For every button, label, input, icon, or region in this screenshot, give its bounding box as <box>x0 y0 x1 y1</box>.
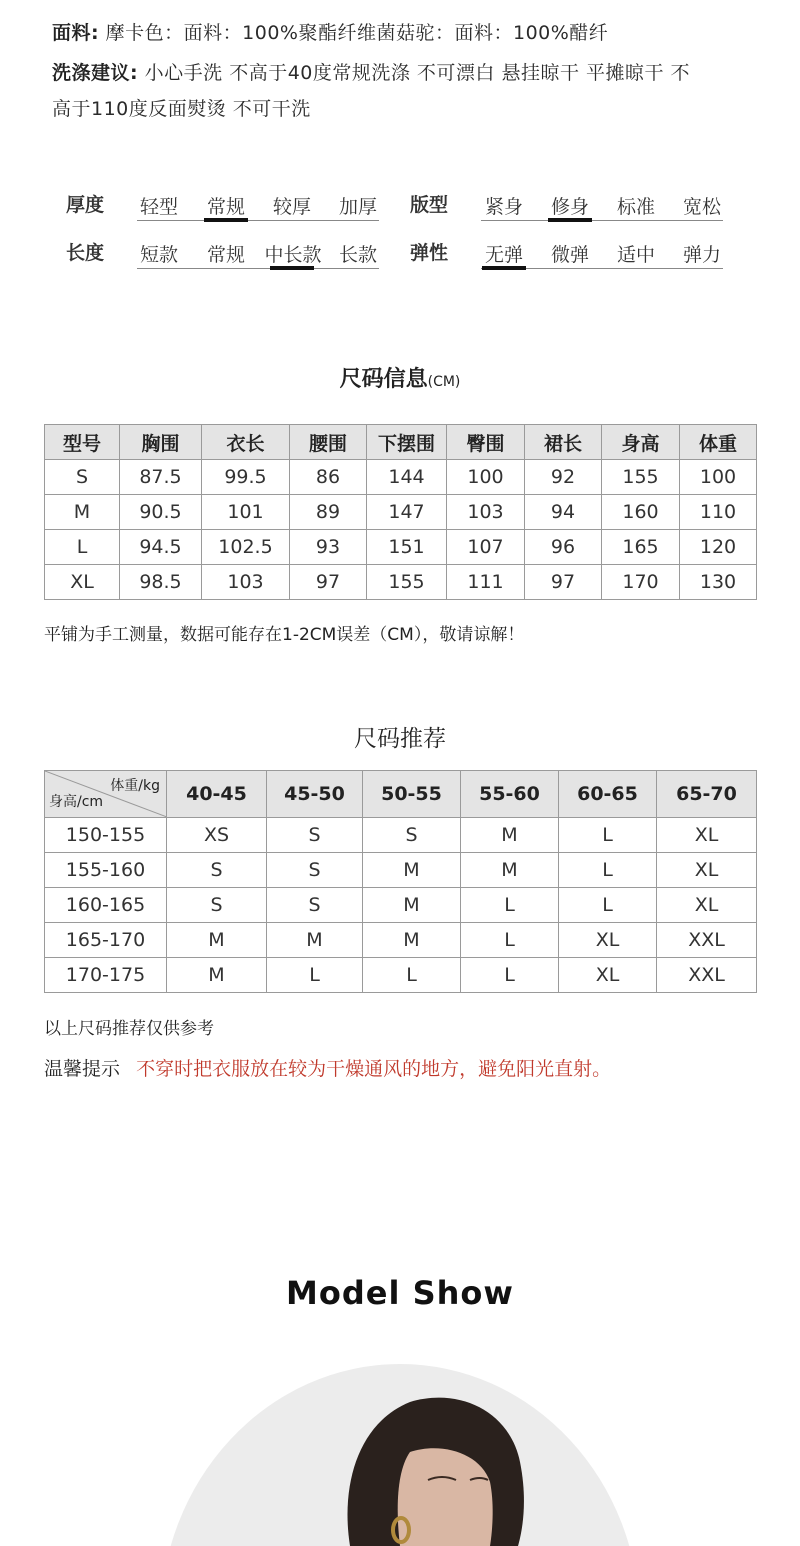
table-cell: XL <box>559 958 657 993</box>
table-cell: 160 <box>602 495 680 530</box>
table-cell: 111 <box>447 565 525 600</box>
table-row <box>45 460 757 495</box>
attr-option: 标准 <box>616 196 655 218</box>
selected-marker <box>270 266 314 270</box>
selected-marker <box>482 266 526 270</box>
attr-option: 短款 <box>139 244 178 266</box>
selected-marker <box>204 218 248 222</box>
column-header: 55-60 <box>461 771 559 818</box>
attr-option: 无弹 <box>484 244 523 266</box>
fabric-text: 摩卡色：面料：100%聚酯纤维菌菇驼：面料：100%醋纤 <box>105 22 609 44</box>
table-cell: 99.5 <box>202 460 290 495</box>
table-cell: S <box>45 460 120 495</box>
table-cell: S <box>167 853 267 888</box>
table-cell: S <box>267 888 363 923</box>
column-header: 腰围 <box>290 425 367 460</box>
table-cell: L <box>559 888 657 923</box>
table-cell: 103 <box>202 565 290 600</box>
attr-option: 紧身 <box>484 196 523 218</box>
column-header: 身高 <box>602 425 680 460</box>
table-header-row <box>45 771 757 818</box>
size-info-note: 平铺为手工测量，数据可能存在1-2CM误差（CM），敬请谅解！ <box>44 625 525 645</box>
column-header: 胸围 <box>120 425 202 460</box>
table-cell: 103 <box>447 495 525 530</box>
table-cell: S <box>267 818 363 853</box>
table-cell: L <box>559 853 657 888</box>
table-cell: M <box>45 495 120 530</box>
table-cell: 147 <box>367 495 447 530</box>
table-cell: L <box>461 888 559 923</box>
table-cell: 98.5 <box>120 565 202 600</box>
weight-axis-label: 体重/kg <box>110 778 160 794</box>
column-header: 型号 <box>45 425 120 460</box>
table-cell: L <box>267 958 363 993</box>
table-cell: 86 <box>290 460 367 495</box>
column-header: 40-45 <box>167 771 267 818</box>
table-cell: 144 <box>367 460 447 495</box>
attr-label-elasticity: 弹性 <box>410 242 449 264</box>
table-cell: M <box>461 818 559 853</box>
care-tip <box>44 1054 611 1081</box>
attr-option: 适中 <box>616 244 655 266</box>
table-cell: 100 <box>447 460 525 495</box>
fabric-info <box>52 18 608 45</box>
table-cell: 97 <box>525 565 602 600</box>
column-header: 下摆围 <box>367 425 447 460</box>
size-info-table <box>44 424 757 600</box>
column-header: 65-70 <box>657 771 757 818</box>
table-cell: 165 <box>602 530 680 565</box>
table-cell: XL <box>657 818 757 853</box>
table-cell: M <box>461 853 559 888</box>
attr-option: 长款 <box>338 244 377 266</box>
model-photo-illustration <box>160 1362 640 1546</box>
corner-header <box>45 771 167 818</box>
table-cell: XL <box>559 923 657 958</box>
row-header: 170-175 <box>45 958 167 993</box>
table-cell: M <box>363 923 461 958</box>
attr-option: 修身 <box>550 196 589 218</box>
table-cell: 102.5 <box>202 530 290 565</box>
attr-label-fit: 版型 <box>410 194 449 216</box>
table-cell: 130 <box>680 565 757 600</box>
table-cell: S <box>167 888 267 923</box>
table-cell: 96 <box>525 530 602 565</box>
table-cell: L <box>45 530 120 565</box>
attr-option: 较厚 <box>272 196 311 218</box>
table-cell: 120 <box>680 530 757 565</box>
table-cell: 94.5 <box>120 530 202 565</box>
column-header: 60-65 <box>559 771 657 818</box>
table-cell: 155 <box>602 460 680 495</box>
attr-underline <box>481 220 723 221</box>
table-cell: 94 <box>525 495 602 530</box>
table-cell: M <box>167 958 267 993</box>
column-header: 体重 <box>680 425 757 460</box>
table-cell: 107 <box>447 530 525 565</box>
attr-label-length: 长度 <box>66 242 105 264</box>
wash-text-line1: 小心手洗 不高于40度常规洗涤 不可漂白 悬挂晾干 平摊晾干 不 <box>144 62 691 84</box>
table-cell: 151 <box>367 530 447 565</box>
wash-label: 洗涤建议: <box>52 62 139 84</box>
table-row <box>45 923 757 958</box>
table-cell: 97 <box>290 565 367 600</box>
table-cell: M <box>267 923 363 958</box>
column-header: 臀围 <box>447 425 525 460</box>
table-cell: M <box>167 923 267 958</box>
row-header: 150-155 <box>45 818 167 853</box>
table-cell: XXL <box>657 958 757 993</box>
attr-option: 常规 <box>206 196 245 218</box>
size-rec-title-text: 尺码推荐 <box>354 726 446 752</box>
table-row <box>45 495 757 530</box>
wash-info-line2 <box>52 94 311 121</box>
table-cell: S <box>267 853 363 888</box>
table-cell: 155 <box>367 565 447 600</box>
table-cell: 101 <box>202 495 290 530</box>
table-cell: XS <box>167 818 267 853</box>
fabric-label: 面料: <box>52 22 100 44</box>
table-cell: XL <box>657 888 757 923</box>
column-header: 衣长 <box>202 425 290 460</box>
size-rec-title <box>0 720 800 753</box>
size-info-title <box>0 362 800 393</box>
table-cell: S <box>363 818 461 853</box>
column-header: 裙长 <box>525 425 602 460</box>
attr-option: 微弹 <box>550 244 589 266</box>
attr-underline <box>137 220 379 221</box>
size-info-title-text: 尺码信息 <box>339 367 428 392</box>
table-row <box>45 565 757 600</box>
model-photo <box>160 1362 640 1546</box>
table-row <box>45 958 757 993</box>
column-header: 50-55 <box>363 771 461 818</box>
model-show-title: Model Show <box>286 1274 514 1312</box>
table-cell: 93 <box>290 530 367 565</box>
table-cell: L <box>559 818 657 853</box>
size-rec-table <box>44 770 757 993</box>
row-header: 160-165 <box>45 888 167 923</box>
table-cell: 170 <box>602 565 680 600</box>
table-row <box>45 530 757 565</box>
table-cell: L <box>461 958 559 993</box>
row-header: 165-170 <box>45 923 167 958</box>
table-row <box>45 818 757 853</box>
table-cell: 110 <box>680 495 757 530</box>
table-cell: 89 <box>290 495 367 530</box>
attr-option: 弹力 <box>682 244 721 266</box>
wash-text-line2: 高于110度反面熨烫 不可干洗 <box>52 98 311 120</box>
table-cell: 92 <box>525 460 602 495</box>
attr-option: 加厚 <box>338 196 377 218</box>
table-cell: 100 <box>680 460 757 495</box>
attr-option: 常规 <box>206 244 245 266</box>
table-row <box>45 888 757 923</box>
size-info-unit: (CM) <box>427 374 461 390</box>
care-tip-label: 温馨提示 <box>44 1058 121 1080</box>
table-cell: 87.5 <box>120 460 202 495</box>
table-cell: XL <box>45 565 120 600</box>
table-cell: XXL <box>657 923 757 958</box>
attr-underline <box>137 268 379 269</box>
table-cell: M <box>363 888 461 923</box>
table-cell: L <box>461 923 559 958</box>
table-row <box>45 853 757 888</box>
size-rec-note: 以上尺码推荐仅供参考 <box>44 1019 214 1039</box>
attr-option: 中长款 <box>264 244 322 266</box>
wash-info-line1 <box>52 58 690 85</box>
table-cell: L <box>363 958 461 993</box>
table-cell: XL <box>657 853 757 888</box>
selected-marker <box>548 218 592 222</box>
attr-option: 宽松 <box>682 196 721 218</box>
column-header: 45-50 <box>267 771 363 818</box>
attr-option: 轻型 <box>139 196 178 218</box>
table-cell: M <box>363 853 461 888</box>
care-tip-text: 不穿时把衣服放在较为干燥通风的地方，避免阳光直射。 <box>136 1058 612 1080</box>
attr-label-thickness: 厚度 <box>66 194 105 216</box>
row-header: 155-160 <box>45 853 167 888</box>
height-axis-label: 身高/cm <box>49 794 104 810</box>
table-header-row <box>45 425 757 460</box>
table-cell: 90.5 <box>120 495 202 530</box>
